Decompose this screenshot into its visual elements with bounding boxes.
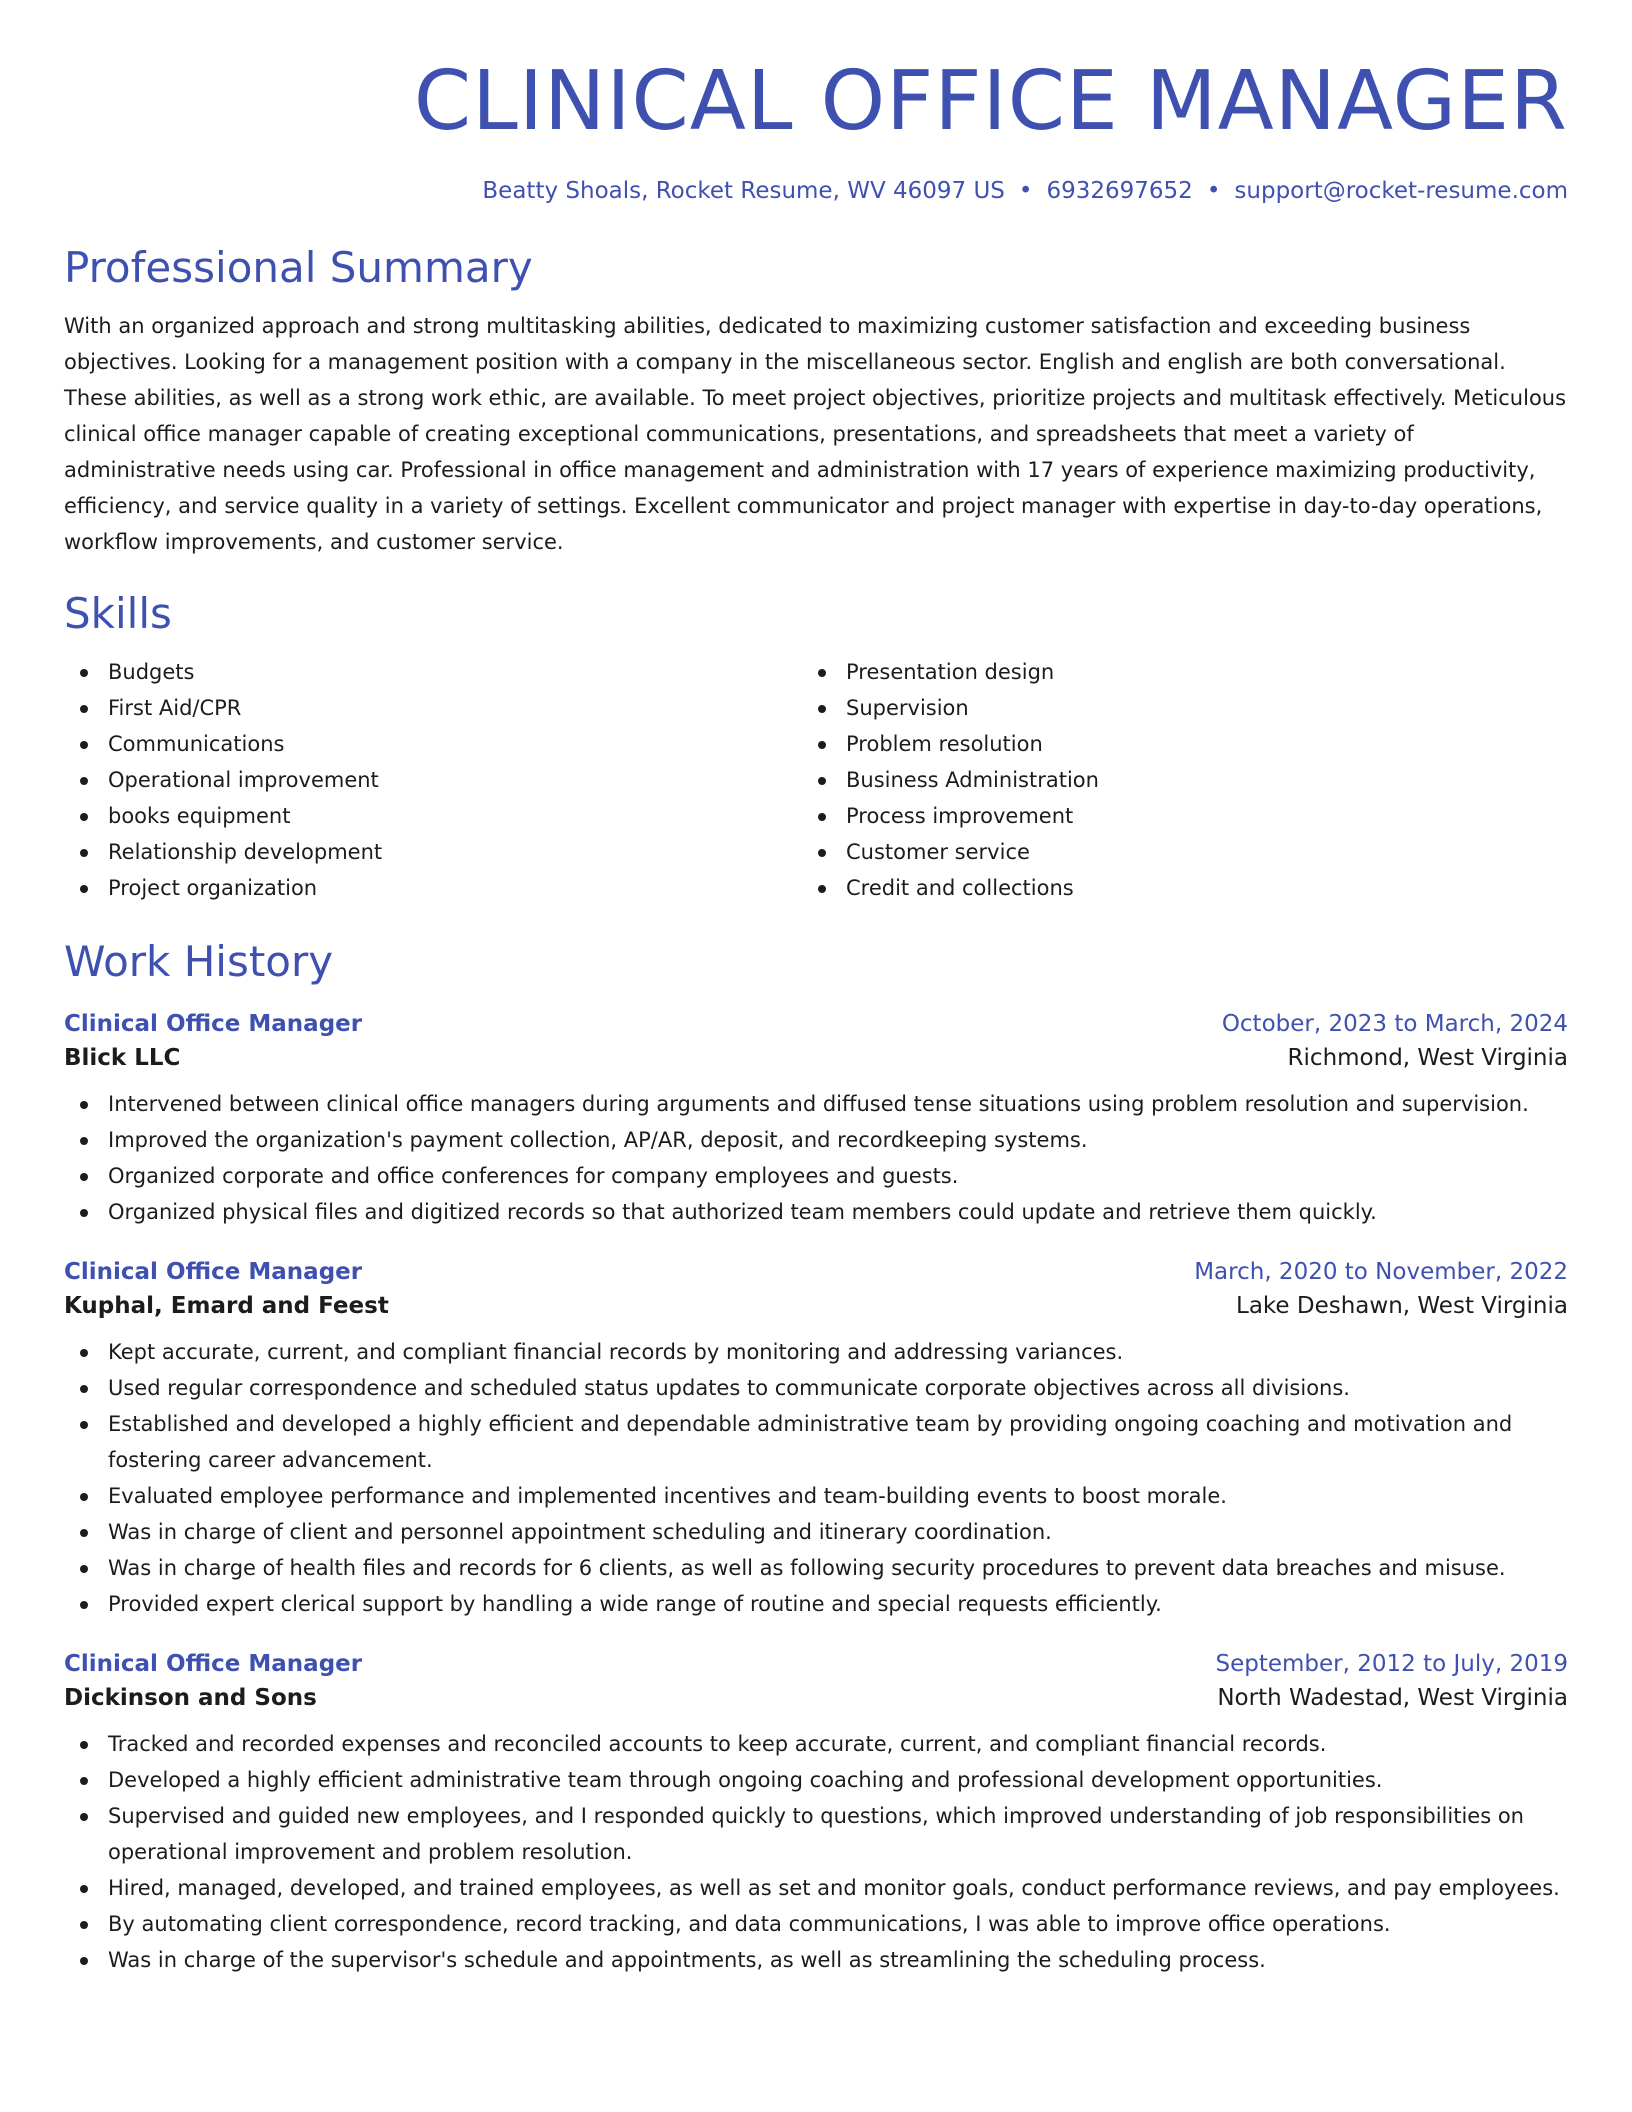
job-title-row — [64, 1648, 1568, 1680]
skill-item: Customer service — [802, 834, 1540, 870]
job-dates: September, 2012 to July, 2019 — [1215, 1651, 1568, 1677]
job-bullet: Supervised and guided new employees, and I responded quickly to questions, which improved understanding of job responsibilities on operational improvement and problem resolution. — [64, 1798, 1568, 1870]
job-title-row — [64, 1008, 1568, 1040]
job-bullet: Intervened between clinical office managers during arguments and diffused tense situations using problem resolution and supervision. — [64, 1086, 1568, 1122]
contact-email: support@rocket-resume.com — [1234, 178, 1568, 204]
skill-item: Process improvement — [802, 798, 1540, 834]
skills-grid — [64, 654, 1568, 906]
job-bullets — [64, 1086, 1568, 1230]
skills-section — [64, 588, 1568, 906]
job-location: North Wadestad, West Virginia — [1217, 1685, 1568, 1711]
job-company-row — [64, 1680, 1568, 1716]
job-company: Dickinson and Sons — [64, 1685, 317, 1711]
job-bullet: Established and developed a highly efficient and dependable administrative team by providing ongoing coaching and motivation and fostering career advancement. — [64, 1406, 1568, 1478]
contact-separator: • — [1206, 178, 1221, 204]
job-title: Clinical Office Manager — [64, 1651, 363, 1677]
job-entry — [64, 1008, 1568, 1230]
skill-item: Operational improvement — [64, 762, 802, 798]
skill-item: Project organization — [64, 870, 802, 906]
job-bullet: Evaluated employee performance and implemented incentives and team-building events to boost morale. — [64, 1478, 1568, 1514]
job-bullet: Provided expert clerical support by handling a wide range of routine and special requests efficiently. — [64, 1586, 1568, 1622]
skill-item: First Aid/CPR — [64, 690, 802, 726]
job-title: Clinical Office Manager — [64, 1011, 363, 1037]
skill-item: Business Administration — [802, 762, 1540, 798]
job-bullet: Used regular correspondence and scheduled status updates to communicate corporate objectives across all divisions. — [64, 1370, 1568, 1406]
skill-item: Credit and collections — [802, 870, 1540, 906]
job-entry — [64, 1648, 1568, 1978]
skills-column-right — [802, 654, 1540, 906]
skill-item: Communications — [64, 726, 802, 762]
job-company: Blick LLC — [64, 1045, 181, 1071]
resume-title: CLINICAL OFFICE MANAGER — [413, 54, 1568, 149]
job-bullet: Improved the organization's payment collection, AP/AR, deposit, and recordkeeping systems. — [64, 1122, 1568, 1158]
job-dates: October, 2023 to March, 2024 — [1221, 1011, 1568, 1037]
contact-line — [64, 176, 1568, 206]
job-dates: March, 2020 to November, 2022 — [1194, 1259, 1568, 1285]
job-title: Clinical Office Manager — [64, 1259, 363, 1285]
skill-item: books equipment — [64, 798, 802, 834]
job-bullet: Was in charge of client and personnel appointment scheduling and itinerary coordination. — [64, 1514, 1568, 1550]
job-bullet: Kept accurate, current, and compliant financial records by monitoring and addressing variances. — [64, 1334, 1568, 1370]
job-bullet: Developed a highly efficient administrative team through ongoing coaching and professional development opportunities. — [64, 1762, 1568, 1798]
job-bullets — [64, 1726, 1568, 1978]
skill-item: Relationship development — [64, 834, 802, 870]
skill-item: Budgets — [64, 654, 802, 690]
skills-heading: Skills — [64, 589, 172, 638]
job-bullet: Organized corporate and office conferences for company employees and guests. — [64, 1158, 1568, 1194]
job-company: Kuphal, Emard and Feest — [64, 1293, 389, 1319]
job-entry — [64, 1256, 1568, 1622]
contact-address: Beatty Shoals, Rocket Resume, WV 46097 US — [482, 178, 1005, 204]
summary-heading: Professional Summary — [64, 243, 533, 292]
job-bullet: Tracked and recorded expenses and reconciled accounts to keep accurate, current, and compliant financial records. — [64, 1726, 1568, 1762]
contact-phone: 6932697652 — [1046, 178, 1193, 204]
summary-text: With an organized approach and strong multitasking abilities, dedicated to maximizing customer satisfaction and exceeding business objectives. Looking for a management position with a company in the miscellaneous sector. English and english are both conversational. These abilities, as well as a strong work ethic, are available. To meet project objectives, prioritize projects and multitask effectively. Meticulous clinical office manager capable of creating exceptional communications, presentations, and spreadsheets that meet a variety of administrative needs using car. Professional in office management and administration with 17 years of experience maximizing productivity, efficiency, and service quality in a variety of settings. Excellent communicator and project manager with expertise in day-to-day operations, workflow improvements, and customer service. — [64, 314, 1567, 554]
job-bullet: Was in charge of health files and records for 6 clients, as well as following security procedures to prevent data breaches and misuse. — [64, 1550, 1568, 1586]
job-location: Richmond, West Virginia — [1287, 1045, 1568, 1071]
job-bullet: By automating client correspondence, record tracking, and data communications, I was able to improve office operations. — [64, 1906, 1568, 1942]
skill-item: Problem resolution — [802, 726, 1540, 762]
job-location: Lake Deshawn, West Virginia — [1236, 1293, 1568, 1319]
job-company-row — [64, 1288, 1568, 1324]
work-history-section — [64, 936, 1568, 1978]
summary-section — [64, 242, 1568, 560]
job-company-row — [64, 1040, 1568, 1076]
job-bullet: Hired, managed, developed, and trained employees, as well as set and monitor goals, conduct performance reviews, and pay employees. — [64, 1870, 1568, 1906]
contact-separator: • — [1018, 178, 1033, 204]
skill-item: Supervision — [802, 690, 1540, 726]
job-title-row — [64, 1256, 1568, 1288]
skills-column-left — [64, 654, 802, 906]
job-bullets — [64, 1334, 1568, 1622]
work-history-heading: Work History — [64, 937, 334, 986]
skill-item: Presentation design — [802, 654, 1540, 690]
job-bullet: Organized physical files and digitized records so that authorized team members could update and retrieve them quickly. — [64, 1194, 1568, 1230]
resume-header — [64, 52, 1568, 206]
job-bullet: Was in charge of the supervisor's schedule and appointments, as well as streamlining the scheduling process. — [64, 1942, 1568, 1978]
